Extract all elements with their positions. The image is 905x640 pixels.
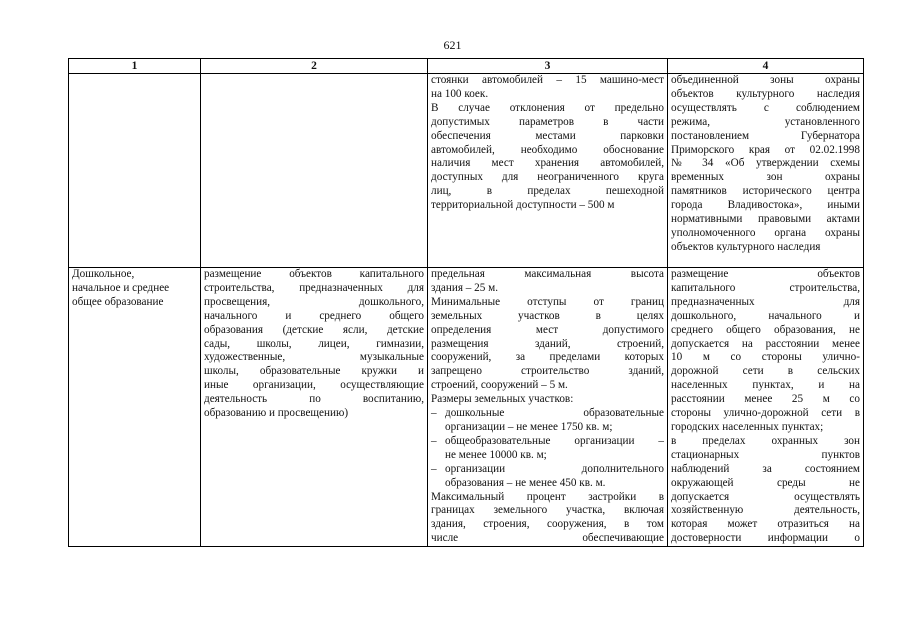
header-col-1: 1: [69, 59, 201, 74]
text-line: нормативными правовыми актами: [671, 213, 860, 226]
row1-col2: [201, 74, 428, 268]
text-line: объектов культурного наследия: [671, 87, 860, 100]
row1-col1: [69, 74, 201, 268]
dash-marker: –: [431, 462, 437, 475]
text-line: 10 м со стороны улично-: [671, 351, 860, 364]
text-line: территориальной доступности – 500 м: [431, 199, 615, 212]
text-line: строительства, предназначенных для: [204, 281, 424, 294]
text-line: Размеры земельных участков:: [431, 393, 574, 406]
regulations-table: [68, 58, 864, 547]
text-line: осуществлять с соблюдением: [671, 101, 860, 114]
dash-marker: –: [431, 434, 437, 447]
text-line: В случае отклонения от предельно: [431, 101, 664, 114]
text-line: города Владивостока», иными: [671, 199, 860, 212]
text-line: стоянки автомобилей – 15 машино-мест: [431, 74, 664, 86]
text-line: лиц, в пределах пешеходной: [431, 185, 664, 198]
text-line: Максимальный процент застройки в: [431, 490, 664, 503]
text-line: достоверности информации о: [671, 532, 860, 545]
text-line: иные организации, осуществляющие: [204, 379, 424, 392]
list-item: [431, 435, 664, 463]
text-line: здания, строения, сооружения, в том: [431, 518, 664, 531]
text-line: населенных пунктах, и на: [671, 379, 860, 392]
table-row: [69, 74, 864, 268]
text-line: № 34 «Об утверждении схемы: [671, 157, 860, 170]
row1-col3: [428, 74, 668, 268]
text-line: организации – не менее 1750 кв. м;: [445, 420, 613, 433]
text-line: образованию и просвещению): [204, 407, 349, 420]
text-line: постановлением Губернатора: [671, 129, 860, 142]
text-line: городских населенных пунктах;: [671, 420, 824, 433]
list-item: [431, 463, 664, 491]
dash-marker: –: [431, 407, 437, 420]
text-line: определения мест допустимого: [431, 323, 664, 336]
text-line: начальное и среднее: [72, 281, 170, 294]
text-line: хозяйственную деятельность,: [671, 504, 860, 517]
text-line: организации дополнительного: [445, 462, 664, 475]
table-row: [69, 268, 864, 547]
text-line: объединенной зоны охраны: [671, 74, 860, 86]
text-line: строений, сооружений – 5 м.: [431, 379, 568, 392]
text-line: уполномоченного органа охраны: [671, 226, 860, 239]
text-line: образования (детские ясли, детские: [204, 323, 424, 336]
text-line: наблюдений за состоянием: [671, 462, 860, 475]
text-line: просвещения, дошкольного,: [204, 295, 424, 308]
row1-col4: [668, 74, 864, 268]
text-line: Приморского края от 02.02.1998: [671, 143, 860, 156]
header-col-3: 3: [428, 59, 668, 74]
text-line: запрещено строительство зданий,: [431, 365, 664, 378]
text-line: размещение объектов капитального: [204, 268, 424, 280]
text-line: общее образование: [72, 295, 164, 308]
text-line: образования – не менее 450 кв. м.: [445, 476, 606, 489]
header-row: [69, 59, 864, 74]
text-line: объектов культурного наследия: [671, 240, 821, 253]
text-line: деятельность по воспитанию,: [204, 393, 424, 406]
text-line: здания – 25 м.: [431, 281, 499, 294]
text-line: в пределах охранных зон: [671, 434, 860, 447]
text-line: художественные, музыкальные: [204, 351, 424, 364]
text-line: режима, установленного: [671, 115, 860, 128]
text-line: земельных участков в целях: [431, 309, 664, 322]
text-line: капитального строительства,: [671, 281, 860, 294]
text-line: дошкольные образовательные: [445, 407, 664, 420]
text-line: допускается на расстоянии менее: [671, 337, 860, 350]
text-line: автомобилей, необходимо обоснование: [431, 143, 664, 156]
text-line: границах земельного участка, включая: [431, 504, 664, 517]
list-item: [431, 407, 664, 435]
text-line: доступных для неограниченного круга: [431, 171, 664, 184]
text-line: размещения зданий, строений,: [431, 337, 664, 350]
header-col-4: 4: [668, 59, 864, 74]
text-line: предназначенных для: [671, 295, 860, 308]
text-line: общеобразовательные организации –: [445, 434, 664, 447]
text-line: на 100 коек.: [431, 87, 489, 100]
text-line: Дошкольное,: [72, 268, 135, 280]
text-line: стороны улично-дорожной сети в: [671, 407, 860, 420]
text-line: памятников исторического центра: [671, 185, 860, 198]
row2-col1: [69, 268, 201, 547]
text-line: дошкольного, начального и: [671, 309, 860, 322]
row2-col2: [201, 268, 428, 547]
row2-col4: [668, 268, 864, 547]
text-line: сооружений, за пределами которых: [431, 351, 664, 364]
text-line: среднего общего образования, не: [671, 323, 860, 336]
text-line: которая может отразиться на: [671, 518, 860, 531]
text-line: дорожной сети в сельских: [671, 365, 860, 378]
text-line: Минимальные отступы от границ: [431, 295, 664, 308]
text-line: обеспечения местами парковки: [431, 129, 664, 142]
text-line: стационарных пунктов: [671, 448, 860, 461]
text-line: наличия мест хранения автомобилей,: [431, 157, 664, 170]
text-line: окружающей среды не: [671, 476, 860, 489]
text-line: временных зон охраны: [671, 171, 860, 184]
text-line: допустимых параметров в части: [431, 115, 664, 128]
text-line: начального и среднего общего: [204, 309, 424, 322]
header-col-2: 2: [201, 59, 428, 74]
text-line: числе обеспечивающие: [431, 532, 664, 545]
text-line: предельная максимальная высота: [431, 268, 664, 280]
text-line: размещение объектов: [671, 268, 860, 280]
text-line: сады, школы, лицеи, гимназии,: [204, 337, 424, 350]
text-line: расстоянии менее 25 м со: [671, 393, 860, 406]
page-number: 621: [443, 38, 462, 52]
text-line: не менее 10000 кв. м;: [445, 448, 547, 461]
text-line: допускается осуществлять: [671, 490, 860, 503]
text-line: школы, образовательные кружки и: [204, 365, 424, 378]
row2-col3: [428, 268, 668, 547]
